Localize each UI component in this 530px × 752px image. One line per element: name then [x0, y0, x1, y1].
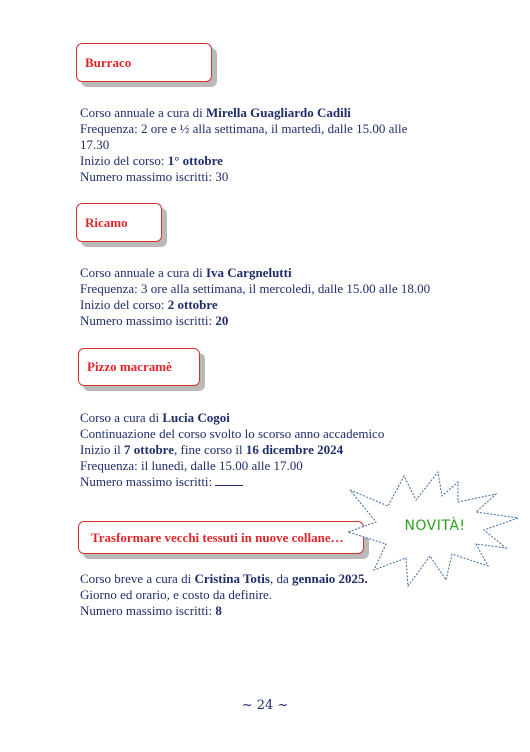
emphasis-text: 2 ottobre: [167, 297, 218, 312]
course-title-box: [78, 521, 364, 554]
emphasis-text: 8: [215, 603, 222, 618]
course-title: Pizzo macramè: [87, 359, 172, 374]
course-title-box: [76, 203, 162, 242]
course-detail-line: Frequenza: 2 ore e ½ alla settimana, il martedì, dalle 15.00 alle: [80, 121, 408, 136]
emphasis-text: Cristina Totis: [194, 571, 270, 586]
course-title: Ricamo: [85, 214, 128, 230]
emphasis-text: Mirella Guagliardo Cadili: [205, 105, 351, 120]
course-detail-line: Inizio il 7 ottobre, fine corso il 16 dicembre 2024: [80, 442, 344, 457]
emphasis-text: 7 ottobre: [124, 442, 174, 457]
course-detail-line: Numero massimo iscritti: 20: [80, 313, 229, 328]
emphasis-text: 1° ottobre: [167, 153, 223, 168]
course-description: [80, 571, 368, 619]
course-detail-line: Continuazione del corso svolto lo scorso anno accademico: [80, 426, 385, 441]
emphasis-text: 16 dicembre 2024: [245, 442, 344, 457]
course-detail-line: Corso annuale a cura di Iva Cargnelutti: [80, 265, 292, 280]
emphasis-text: 20: [215, 313, 229, 328]
course-detail-line: Frequenza: 3 ore alla settimana, il mercoledì, dalle 15.00 alle 18.00: [80, 281, 431, 296]
novita-label: NOVITÀ!: [404, 518, 466, 534]
course-detail-line: Numero massimo iscritti:: [80, 474, 384, 490]
emphasis-text: gennaio 2025.: [291, 571, 368, 586]
course-detail-line: Numero massimo iscritti: 30: [80, 169, 229, 184]
emphasis-text: Lucia Cogoi: [162, 410, 230, 425]
course-detail-line: Corso annuale a cura di Mirella Guagliardo Cadili: [80, 105, 351, 120]
course-title: Trasformare vecchi tessuti in nuove collane…: [91, 529, 344, 545]
course-detail-line: Inizio del corso: 2 ottobre: [80, 297, 218, 312]
course-detail-line: Giorno ed orario, e costo da definire.: [80, 587, 273, 602]
course-detail-line: 17.30: [80, 137, 110, 152]
course-detail-line: Corso breve a cura di Cristina Totis, da gennaio 2025.: [80, 571, 368, 586]
emphasis-text: Iva Cargnelutti: [205, 265, 292, 280]
course-description: [80, 265, 430, 329]
blank-field: [215, 474, 243, 486]
course-title: Burraco: [85, 54, 132, 70]
course-detail-line: Numero massimo iscritti: 8: [80, 603, 222, 618]
course-description: [80, 105, 407, 185]
course-detail-line: Corso a cura di Lucia Cogoi: [80, 410, 230, 425]
course-title-box: [76, 43, 212, 82]
course-title-box: [78, 348, 200, 386]
course-description: [80, 410, 384, 490]
course-detail-line: Frequenza: il lunedì, dalle 15.00 alle 17.00: [80, 458, 303, 473]
page-number: ~ 24 ~: [241, 698, 289, 713]
course-detail-line: Inizio del corso: 1° ottobre: [80, 153, 223, 168]
